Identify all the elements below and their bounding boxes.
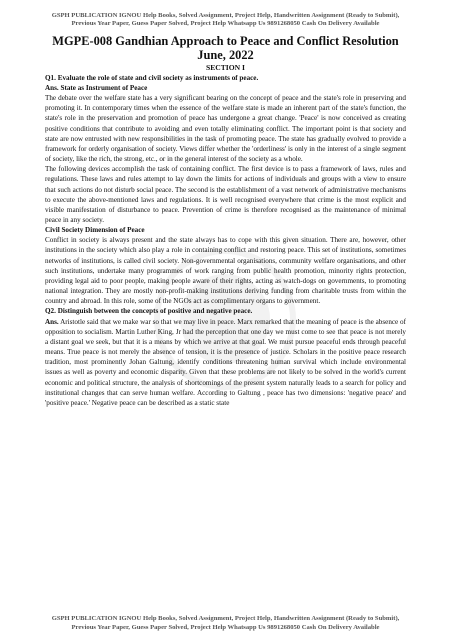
document-body [45, 73, 406, 408]
heading-civil-society: Civil Society Dimension of Peace [45, 226, 145, 235]
document-title: MGPE-008 Gandhian Approach to Peace and Conflict Resolution [52, 33, 399, 48]
document-subtitle: June, 2022 [197, 48, 254, 63]
paragraph-civil-society: Conflict in society is always present and the state always has to cope with this given situation. There are, however, other institutions in the society which also play a role in containing conflict and restoring peace. This set of institutions, sometimes networks of institutions, is called civil society. Non-governmental organisations, community welfare organisations, and other such institutions, undertake many programmes of work ranging from public health promotion, minority rights protection, providing legal aid to poor people, making people aware of their rights, acting as watch-dogs on governments, to promoting national integration. They are mostly non-profit-making institutions deriving funding from charitable trusts from within the country and abroad. In this role, some of the NGOs act as complimentary organs to government. [45, 236, 406, 306]
footer-banner: GSPH PUBLICATION IGNOU Help Books, Solved Assignment, Project Help, Handwritten Assignment (Ready to Submit), Previous Year Paper, Guess Paper Solved, Project Help Whatsapp Us 9891268050 Cash On Delivery Available [51, 615, 400, 631]
header-banner: GSPH PUBLICATION IGNOU Help Books, Solved Assignment, Project Help, Handwritten Assignment (Ready to Submit), Previous Year Paper, Guess Paper Solved, Project Help Whatsapp Us 9891268050 Cash On Delivery Available [51, 12, 400, 28]
question-1: Q1. Evaluate the role of state and civil society as instruments of peace. [45, 73, 259, 82]
paragraph-answer-2 [45, 317, 406, 408]
answer-2-label: Ans. [45, 317, 59, 326]
paragraph-state-2: The following devices accomplish the task of containing conflict. The first device is to pass a framework of laws, rules and regulations. These laws and rules attempt to lay down the limits for actions of individuals and groups with a view to ensure that such actions do not disturb social peace. The second is the establishment of a vast network of administrative mechanisms to execute the above-mentioned laws and regulations. It is well recognised everywhere that crime is the most explicit and visible manifestation of disturbance to peace. Prevention of crime is therefore recognised as the maintenance of minimal peace in any society. [45, 165, 406, 224]
answer-2-text: Aristotle said that we make war so that we may live in peace. Marx remarked that the meaning of peace is the absence of opposition to socialism. Martin Luther King, Jr had the perception that one day we must come to see that peace is not merely a distant goal we seek, but that it is a means by which we arrive at that goal. We must pursue peaceful ends through peaceful means. True peace is not merely the absence of tension, it is the presence of justice. Scholars in the positive peace research tradition, most prominently Johan Galtung, identify conditions threatening human survival which include environmental issues as well as poverty and economic disparity. Given that these problems are not likely to be solved in the world's current economic and political structure, the analysis of shortcomings of the present system naturally leads to a search for policy and institutional changes that can serve human welfare. According to Galtung , peace has two dimensions: 'negative peace' and 'positive peace.' Negative peace can be described as a static state [45, 317, 406, 407]
paragraph-state-1: The debate over the welfare state has a very significant bearing on the concept of peace and the state's role in preserving and promoting it. In contemporary times when the essence of the welfare state is made an inherent part of the state's function, the state's role in the preservation and promotion of peace has undergone a great change. 'Peace' is now conceived as creating positive conditions that contribute to avoiding and even totally eliminating conflict. The important point is that society and state are now entrusted with new responsibilities in the task of promoting peace. The state has gradually evolved to provide a framework for orderly organisation of society. Views differ whether the 'orderliness' is only in the interest of a single segment of society, like the rich, the strong, etc., or in the general interest of the society as a whole. [45, 94, 406, 164]
section-heading: SECTION I [205, 62, 246, 72]
answer-heading-state: Ans. State as Instrument of Peace [45, 83, 148, 92]
question-2: Q2. Distinguish between the concepts of positive and negative peace. [45, 307, 253, 316]
